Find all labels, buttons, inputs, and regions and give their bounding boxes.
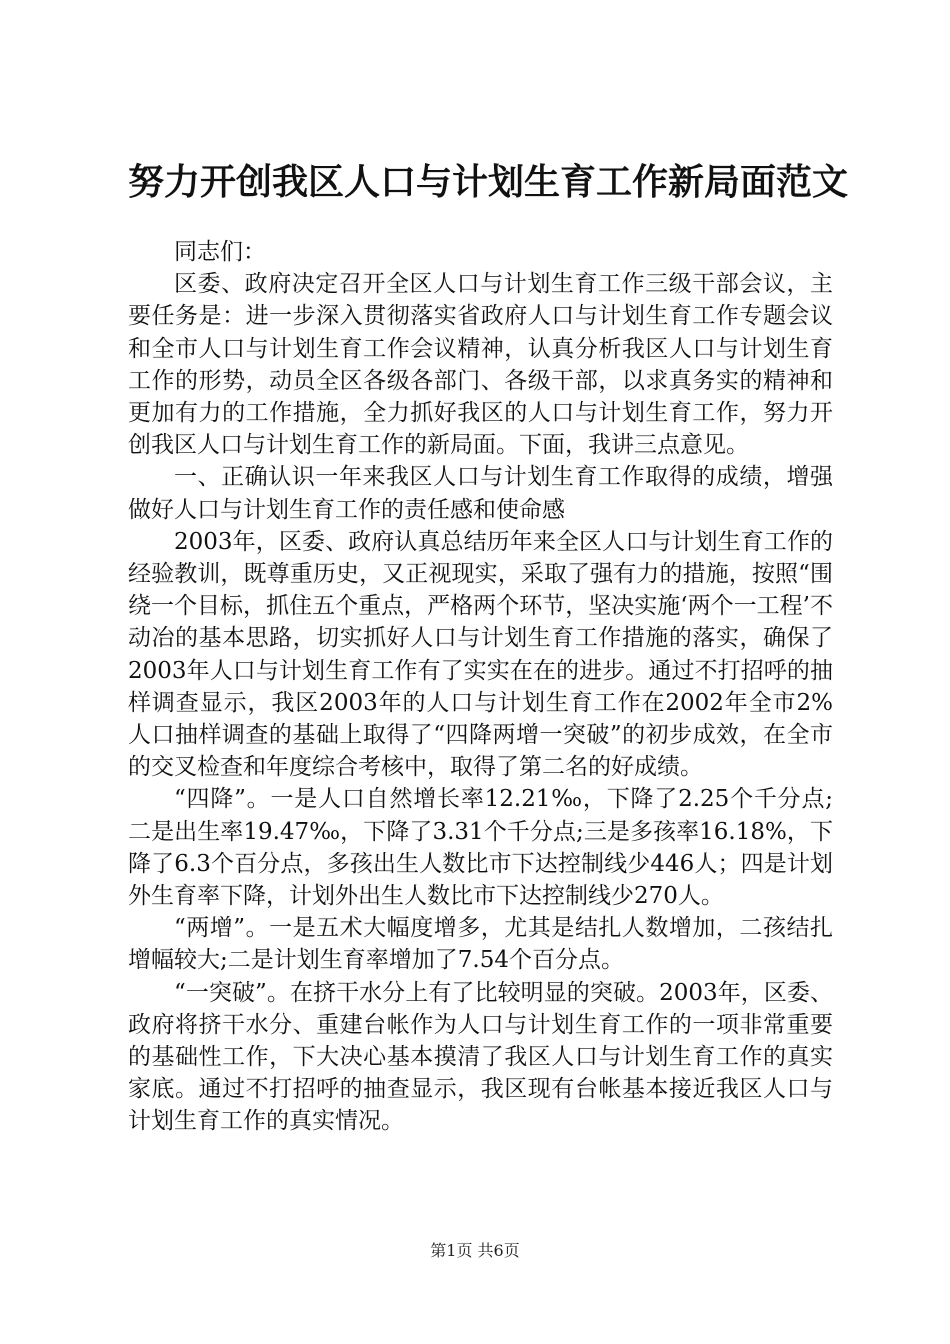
document-title: 努力开创我区人口与计划生育工作新局面范文 xyxy=(128,161,849,203)
document-body xyxy=(128,236,833,1138)
salutation-paragraph: 同志们： xyxy=(174,239,266,265)
one-breakthrough-paragraph: “一突破”。在挤干水分上有了比较明显的突破。2003年，区委、政府将挤干水分、重建台帐作为人口与计划生育工作的一项非常重要的基础性工作，下大决心基本摸清了我区人口与计划生育工作的真实家底。通过不打招呼的抽查显示，我区现有台帐基本接近我区人口与计划生育工作的真实情况。 xyxy=(128,979,833,1135)
page-footer: 第1页 共6页 xyxy=(430,1241,520,1260)
four-decreases-paragraph: “四降”。一是人口自然增长率12.21‰，下降了2.25个千分点;二是出生率19.47‰，下降了3.31个千分点;三是多孩率16.18%，下降了6.3个百分点，多孩出生人数比市下达控制线少446人；四是计划外生育率下降，计划外出生人数比市下达控制线少270人。 xyxy=(128,786,833,910)
two-increases-paragraph: “两增”。一是五术大幅度增多，尤其是结扎人数增加，二孩结扎增幅较大;二是计划生育率增加了7.54个百分点。 xyxy=(128,915,833,974)
intro-paragraph: 区委、政府决定召开全区人口与计划生育工作三级干部会议，主要任务是：进一步深入贯彻落实省政府人口与计划生育工作专题会议和全市人口与计划生育工作会议精神，认真分析我区人口与计划生育工作的形势，动员全区各级各部门、各级干部，以求真务实的精神和更加有力的工作措施，全力抓好我区的人口与计划生育工作，努力开创我区人口与计划生育工作的新局面。下面，我讲三点意见。 xyxy=(128,271,833,459)
achievement-paragraph: 2003年，区委、政府认真总结历年来全区人口与计划生育工作的经验教训，既尊重历史，又正视现实，采取了强有力的措施，按照“围绕一个目标，抓住五个重点，严格两个环节，坚决实施‘两个一工程’不动冶的基本思路，切实抓好人口与计划生育工作措施的落实，确保了2003年人口与计划生育工作有了实实在在的进步。通过不打招呼的抽样调查显示，我区2003年的人口与计划生育工作在2002年全市2%人口抽样调查的基础上取得了“四降两增一突破”的初步成效，在全市的交叉检查和年度综合考核中，取得了第二名的好成绩。 xyxy=(128,528,833,781)
section-heading-paragraph: 一、正确认识一年来我区人口与计划生育工作取得的成绩，增强做好人口与计划生育工作的责任感和使命感 xyxy=(128,464,833,523)
